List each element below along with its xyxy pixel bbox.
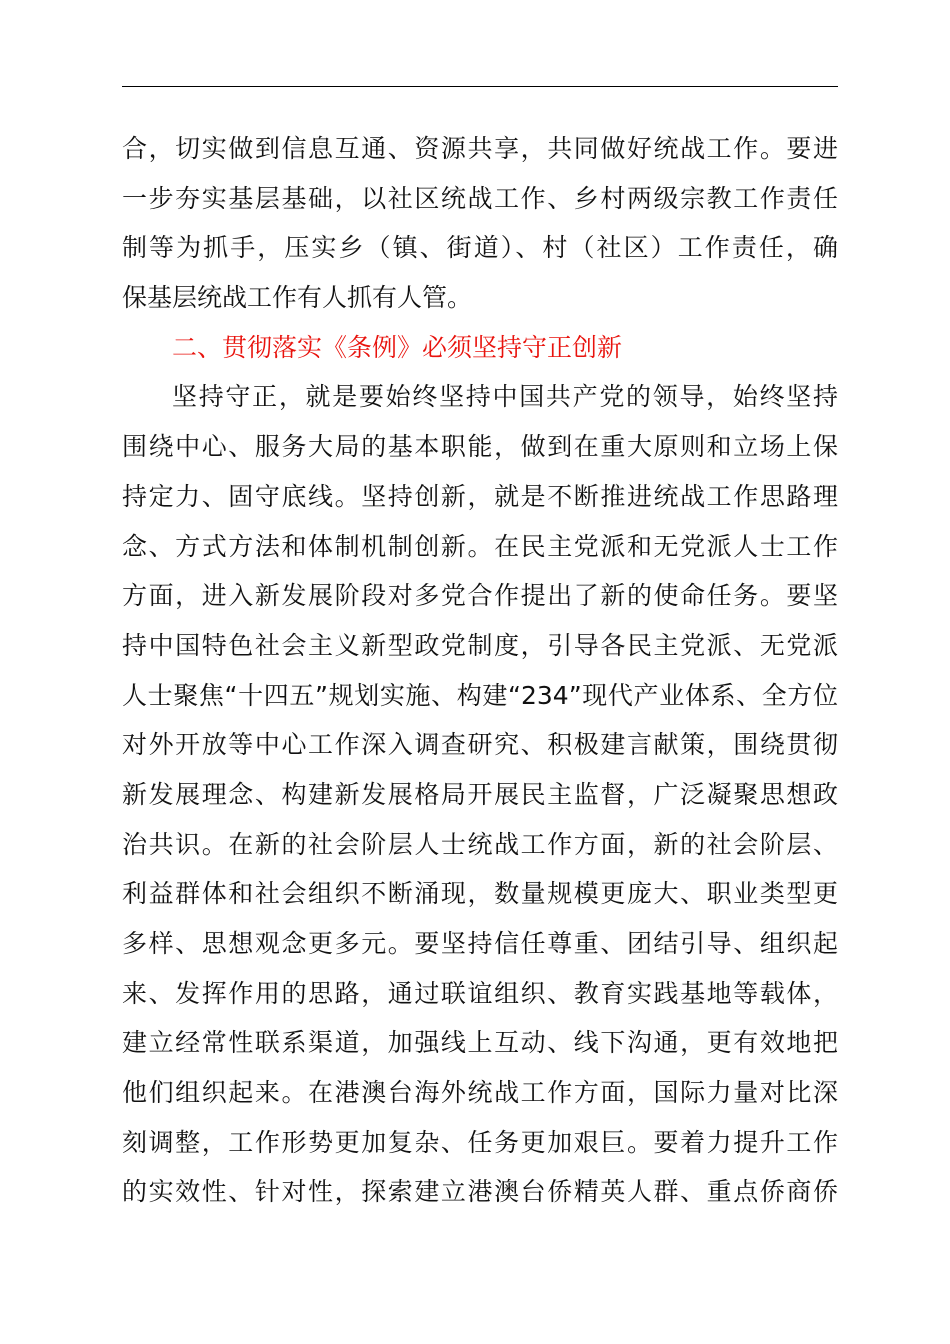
paragraph-1-line: 一步夯实基层基础，以社区统战工作、乡村两级宗教工作责任: [122, 183, 838, 213]
paragraph-2-line: 持中国特色社会主义新型政党制度，引导各民主党派、无党派: [122, 630, 838, 660]
paragraph-2-line: 他们组织起来。在港澳台海外统战工作方面，国际力量对比深: [122, 1078, 838, 1108]
document-body: [122, 124, 838, 1217]
paragraph-1-line: 保基层统战工作有人抓有人管。: [122, 283, 473, 313]
header-rule: [122, 86, 838, 87]
paragraph-2-line: 建立经常性联系渠道，加强线上互动、线下沟通，更有效地把: [122, 1028, 838, 1058]
section-heading: 二、贯彻落实《条例》必须坚持守正创新: [172, 332, 623, 362]
paragraph-1-line: 制等为抓手，压实乡（镇、街道）、村（社区）工作责任，确: [122, 233, 838, 263]
paragraph-2-line: 多样、思想观念更多元。要坚持信任尊重、团结引导、组织起: [122, 929, 838, 958]
paragraph-1-line: 合，切实做到信息互通、资源共享，共同做好统战工作。要进: [122, 134, 838, 163]
paragraph-2-line: 来、发挥作用的思路，通过联谊组织、教育实践基地等载体，: [122, 978, 838, 1008]
paragraph-2-line: 刻调整，工作形势更加复杂、任务更加艰巨。要着力提升工作: [122, 1127, 838, 1157]
paragraph-2-line: 利益群体和社会组织不断涌现，数量规模更庞大、职业类型更: [122, 879, 838, 909]
paragraph-2-line: 围绕中心、服务大局的基本职能，做到在重大原则和立场上保: [122, 432, 838, 462]
paragraph-2-line: 新发展理念、构建新发展格局开展民主监督，广泛凝聚思想政: [122, 779, 838, 809]
paragraph-2-line: 念、方式方法和体制机制创新。在民主党派和无党派人士工作: [122, 531, 838, 561]
paragraph-2-line: 坚持守正，就是要始终坚持中国共产党的领导，始终坚持: [172, 382, 838, 412]
paragraph-2-line: 治共识。在新的社会阶层人士统战工作方面，新的社会阶层、: [122, 829, 838, 859]
paragraph-2-line: 方面，进入新发展阶段对多党合作提出了新的使命任务。要坚: [122, 581, 838, 611]
paragraph-2-line: 人士聚焦“十四五”规划实施、构建“234”现代产业体系、全方位: [122, 680, 838, 710]
paragraph-2-line: 的实效性、针对性，探索建立港澳台侨精英人群、重点侨商侨: [122, 1177, 838, 1207]
paragraph-2-line: 对外开放等中心工作深入调查研究、积极建言献策，围绕贯彻: [122, 730, 838, 760]
paragraph-2-line: 持定力、固守底线。坚持创新，就是不断推进统战工作思路理: [122, 481, 838, 511]
